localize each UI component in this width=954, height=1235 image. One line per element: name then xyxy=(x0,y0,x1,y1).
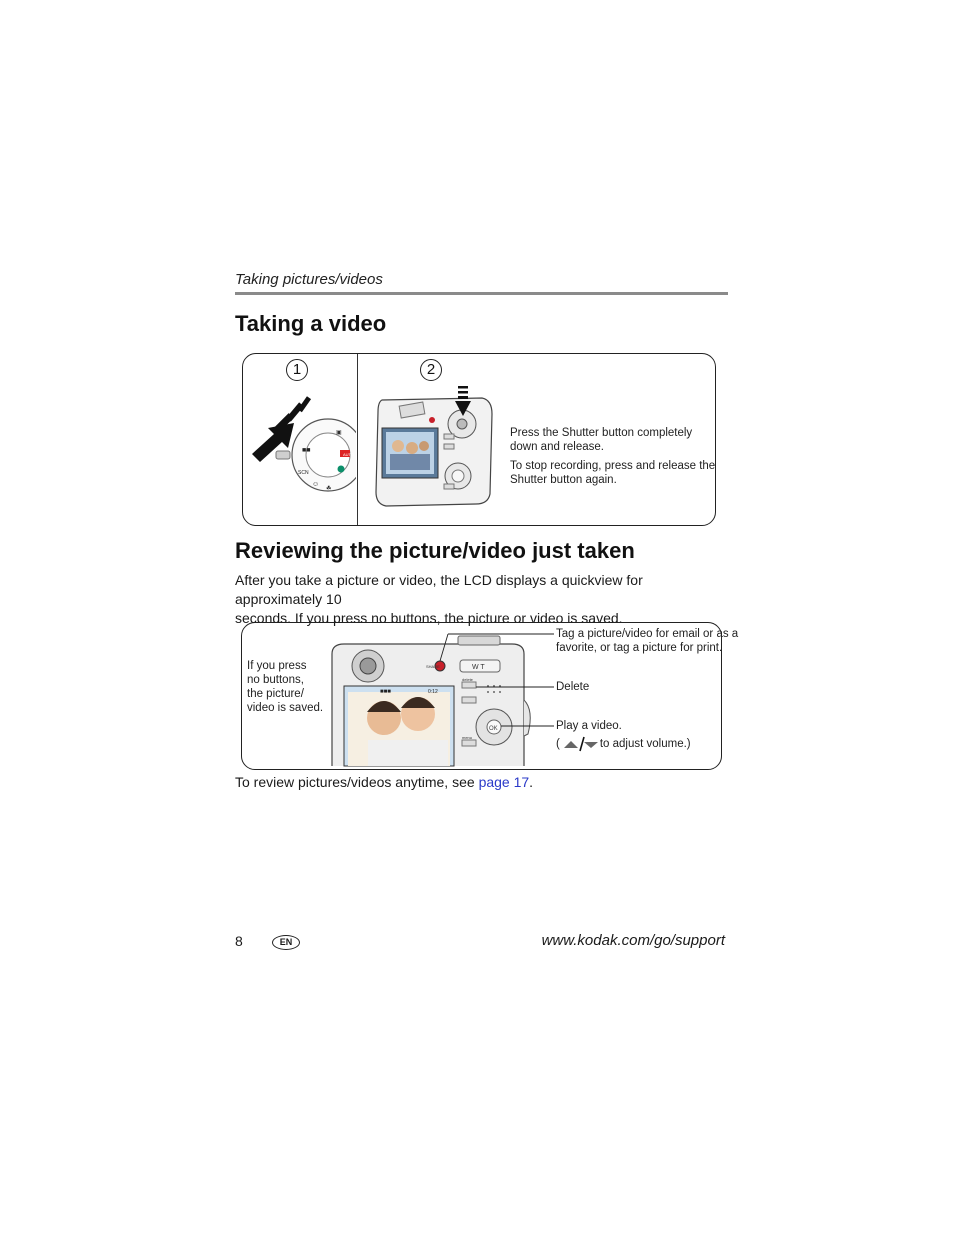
note-line-3: the picture/ xyxy=(247,688,304,700)
see-also-prefix: To review pictures/videos anytime, see xyxy=(235,774,479,790)
section-header: Taking pictures/videos xyxy=(235,271,383,288)
instruction-line-2: down and release. xyxy=(510,441,604,453)
svg-text:AUTO: AUTO xyxy=(343,452,355,457)
up-down-arrows-icon xyxy=(562,736,598,752)
step-1-number: 1 xyxy=(286,359,308,381)
paren-open: ( xyxy=(556,738,560,750)
review-section-title: Reviewing the picture/video just taken xyxy=(235,538,635,563)
volume-text: to adjust volume.) xyxy=(599,738,691,750)
svg-text:W T: W T xyxy=(472,664,485,671)
page-number: 8 xyxy=(235,933,243,949)
svg-text:■■■: ■■■ xyxy=(380,689,391,695)
delete-callout: Delete xyxy=(556,681,590,693)
share-callout-line-2: favorite, or tag a picture for print. xyxy=(556,642,723,654)
see-also-suffix: . xyxy=(529,774,534,790)
step-2-number: 2 xyxy=(420,359,442,381)
video-section-title: Taking a video xyxy=(235,311,387,336)
svg-text:OK: OK xyxy=(489,726,498,732)
svg-text:■■: ■■ xyxy=(302,447,311,454)
note-line-2: no buttons, xyxy=(247,674,304,686)
svg-text:SHARE: SHARE xyxy=(426,664,440,669)
svg-text:☺: ☺ xyxy=(312,481,320,488)
camera-back-illustration xyxy=(328,630,560,768)
page-17-link[interactable]: page 17 xyxy=(478,774,530,790)
instruction-line-4: Shutter button again. xyxy=(510,474,617,486)
svg-text:menu: menu xyxy=(462,735,473,740)
instruction-line-1: Press the Shutter button completely xyxy=(510,427,693,439)
see-also-line xyxy=(235,774,533,790)
no-button-note xyxy=(247,659,323,715)
instruction-line-3: To stop recording, press and release the xyxy=(510,460,716,472)
share-callout-line-1: Tag a picture/video for email or as a xyxy=(556,628,739,640)
note-line-4: video is saved. xyxy=(247,702,324,714)
svg-text:☘: ☘ xyxy=(326,486,332,492)
svg-text:delete: delete xyxy=(462,677,473,682)
volume-callout xyxy=(556,736,691,752)
share-callout xyxy=(556,627,738,655)
play-callout: Play a video. xyxy=(556,720,622,732)
review-body-text xyxy=(235,571,730,628)
support-url[interactable]: www.kodak.com/go/support xyxy=(541,932,725,949)
review-body-line-1: After you take a picture or video, the LCD displays a quickview for approximately 10 xyxy=(235,572,643,607)
svg-text:SCN: SCN xyxy=(298,470,309,476)
svg-text:0:12: 0:12 xyxy=(428,689,438,695)
camera-shutter-illustration xyxy=(372,384,496,512)
language-badge: EN xyxy=(272,935,300,950)
note-line-1: If you press xyxy=(247,660,307,672)
review-body-line-2: seconds. If you press no buttons, the picture or video is saved. xyxy=(235,610,623,626)
header-rule xyxy=(235,292,728,295)
step-divider xyxy=(357,354,358,525)
svg-text:▣: ▣ xyxy=(336,430,342,436)
mode-dial-illustration xyxy=(246,388,356,523)
